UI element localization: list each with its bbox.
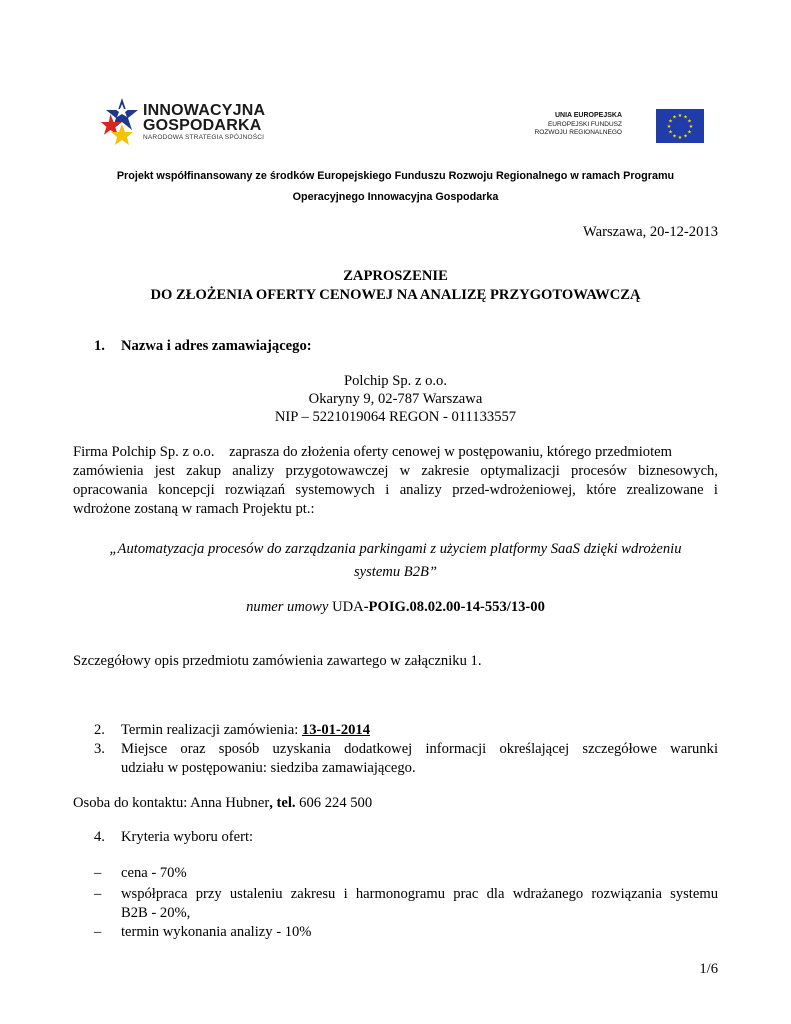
contract-number-line — [0, 598, 791, 617]
contact-line — [73, 794, 372, 813]
project-title-line2: systemu B2B” — [353, 564, 438, 580]
section2-line — [121, 721, 370, 740]
svg-text:★: ★ — [672, 114, 677, 121]
criteria-item2 — [121, 885, 718, 923]
page-number: 1/6 — [699, 961, 718, 977]
eu-logo-line3: ROZWOJU REGIONALNEGO — [534, 129, 622, 136]
section3-line2: udziału w postępowaniu: siedziba zamawiającego. — [121, 760, 416, 776]
criteria-item2-line2: B2B - 20%, — [121, 905, 191, 921]
svg-text:★: ★ — [683, 133, 688, 140]
star-emblem-icon — [100, 96, 140, 148]
svg-text:★: ★ — [688, 124, 694, 130]
eu-flag-icon — [656, 109, 704, 143]
intro-line2: zamówienia jest zakup analizy przygotowawczej w zakresie optymalizacji procesów biznesowych, — [73, 463, 718, 479]
title-line2: DO ZŁOŻENIA OFERTY CENOWEJ NA ANALIZĘ PRZYGOTOWAWCZĄ — [150, 287, 641, 303]
section1-heading: Nazwa i adres zamawiającego: — [121, 338, 312, 354]
criteria-item3: termin wykonania analizy - 10% — [121, 924, 312, 940]
funding-header-line1: Projekt współfinansowany ze środków Europejskiego Funduszu Rozwoju Regionalnego w ramach Programu — [116, 170, 675, 182]
logo-text-line2: GOSPODARKA — [143, 117, 262, 134]
address-company: Polchip Sp. z o.o. — [344, 373, 447, 389]
criteria-bullet-1: – — [94, 865, 102, 881]
criteria-bullet-3: – — [94, 924, 102, 940]
section4-number: 4. — [94, 829, 105, 845]
project-title-line1: „Automatyzacja procesów do zarządzania parkingami z użyciem platformy SaaS dzięki wdrożeniu — [109, 541, 682, 557]
intro-paragraph — [73, 443, 718, 519]
intro-line1 — [73, 443, 718, 462]
document-date: Warszawa, 20-12-2013 — [583, 224, 718, 240]
section2-label: Termin realizacji zamówienia: — [121, 722, 302, 738]
eu-logo — [534, 108, 705, 146]
section3-line1: Miejsce oraz sposób uzyskania dodatkowej informacji określającej szczegółowe warunki — [121, 741, 718, 757]
svg-text:★: ★ — [683, 114, 688, 121]
address-ids: NIP – 5221019064 REGON - 011133557 — [274, 409, 517, 425]
svg-text:★: ★ — [666, 124, 672, 130]
criteria-item2-line1: współpraca przy ustaleniu zakresu i harmonogramu prac dla wdrażanego rozwiązania systemu — [121, 886, 718, 902]
svg-text:★: ★ — [668, 129, 673, 136]
intro-line4: wdrożone zostaną w ramach Projektu pt.: — [73, 501, 315, 517]
section1-number: 1. — [94, 338, 105, 354]
contract-number: -POIG.08.02.00-14-553/13-00 — [363, 599, 545, 615]
section2-value: 13-01-2014 — [301, 722, 371, 738]
details-text: Szczegółowy opis przedmiotu zamówienia zawartego w załączniku 1. — [73, 653, 482, 669]
logo-text-line3: NARODOWA STRATEGIA SPÓJNOŚCI — [143, 134, 265, 141]
contract-prefix: UDA — [332, 599, 364, 615]
svg-text:★: ★ — [677, 135, 683, 141]
section2-number: 2. — [94, 722, 105, 738]
svg-text:★: ★ — [672, 133, 677, 140]
svg-text:★: ★ — [677, 113, 683, 119]
criteria-bullet-2: – — [94, 886, 102, 902]
svg-text:★: ★ — [668, 118, 673, 125]
contact-tel: 606 224 500 — [295, 795, 373, 811]
contact-tel-label: , tel. — [269, 795, 296, 811]
address-street: Okaryny 9, 02-787 Warszawa — [308, 391, 483, 407]
section3-text — [121, 740, 718, 778]
logo-text-line1: INNOWACYJNA — [143, 102, 266, 119]
funding-header-line2: Operacyjnego Innowacyjna Gospodarka — [292, 191, 499, 203]
innowacyjna-gospodarka-logo — [100, 96, 270, 148]
eu-logo-line2: EUROPEJSKI FUNDUSZ — [547, 121, 622, 128]
intro-line3: opracowania koncepcji rozwiązań systemowych i analizy przed-wdrożeniowej, które zrealizowane i — [73, 482, 718, 498]
contract-label: numer umowy — [246, 599, 329, 615]
intro-line1-text: Firma Polchip Sp. z o.o. zaprasza do złożenia oferty cenowej w postępowaniu, którego przedmiotem — [73, 444, 672, 460]
eu-logo-line1: UNIA EUROPEJSKA — [554, 112, 622, 119]
section3-number: 3. — [94, 741, 105, 757]
criteria-item1: cena - 70% — [121, 865, 187, 881]
title-line1: ZAPROSZENIE — [343, 268, 448, 284]
svg-text:★: ★ — [687, 118, 692, 125]
contact-label: Osoba do kontaktu: Anna Hubner — [73, 795, 270, 811]
section4-heading: Kryteria wyboru ofert: — [121, 829, 254, 845]
svg-text:★: ★ — [687, 129, 692, 136]
